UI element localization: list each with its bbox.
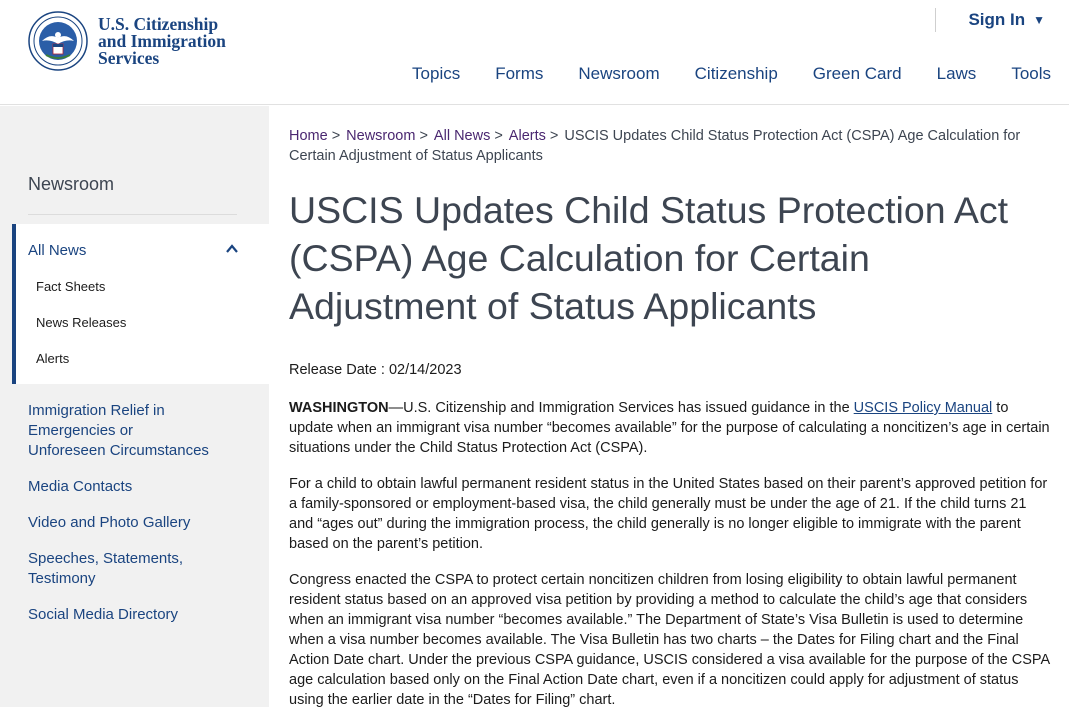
page-title: USCIS Updates Child Status Protection Act (CSPA) Age Calculation for Certain Adjustment of Status Applicants [289, 189, 1009, 327]
nav-forms[interactable]: Forms [495, 64, 544, 83]
breadcrumb-all-news[interactable]: All News [433, 128, 491, 144]
release-date-value: 02/14/2023 [388, 362, 462, 378]
sign-in-label: Sign In [968, 10, 1026, 29]
paragraph-1-text-b: to update when an immigrant visa number “becomes available” for the purpose of calculating a noncitizen’s age in certain situations under the Child Status Protection Act (CSPA). [289, 400, 1050, 456]
nav-laws[interactable]: Laws [936, 64, 977, 83]
agency-line-3: Services [98, 48, 160, 68]
paragraph-1-text-a: —U.S. Citizenship and Immigration Services has issued guidance in the [388, 400, 854, 416]
release-date-label: Release Date : [289, 362, 385, 378]
breadcrumb-separator: > [494, 128, 503, 144]
breadcrumb-current: USCIS Updates Child Status Protection Act (CSPA) Age Calculation for Certain Adjustment of Status Applicants [289, 128, 1021, 164]
main-navigation [377, 64, 1051, 84]
sidebar-item-social-media-directory[interactable]: Social Media Directory [28, 606, 179, 623]
sidebar-item-fact-sheets[interactable]: Fact Sheets [36, 279, 106, 294]
agency-line-1: U.S. Citizenship [98, 14, 219, 34]
agency-line-2: and Immigration [98, 31, 226, 51]
sidebar-item-all-news[interactable]: All News [28, 242, 87, 259]
sidebar-divider [28, 214, 237, 215]
chevron-up-icon[interactable] [225, 242, 239, 256]
nav-citizenship[interactable]: Citizenship [694, 64, 778, 83]
dhs-seal-icon [28, 11, 88, 71]
sidebar [0, 106, 269, 707]
sidebar-item-media-contacts[interactable]: Media Contacts [28, 478, 133, 495]
sidebar-item-immigration-relief[interactable]: Immigration Relief in Emergencies or Unforeseen Circumstances [28, 402, 209, 459]
breadcrumb-separator: > [331, 128, 341, 144]
article-paragraph-2: For a child to obtain lawful permanent resident status in the United States based on their parent’s approved petition for a family-sponsored or employment-based visa, the child generally must be under the age of 21. If the child turns 21 and “ages out” during the immigration process, the child generally is no longer eligible to immigrate with the parent based on the parent’s petition. [289, 476, 1048, 552]
nav-newsroom[interactable]: Newsroom [578, 64, 660, 83]
uscis-logo[interactable] [28, 11, 226, 71]
nav-green-card[interactable]: Green Card [812, 64, 902, 83]
nav-tools[interactable]: Tools [1011, 64, 1051, 83]
caret-down-icon: ▼ [1033, 13, 1045, 27]
breadcrumb-home[interactable]: Home [289, 128, 328, 144]
breadcrumb [289, 126, 1054, 166]
sidebar-heading: Newsroom [28, 174, 115, 194]
breadcrumb-separator: > [419, 128, 428, 144]
article-paragraph-1 [289, 398, 1054, 458]
sidebar-active-group [12, 224, 269, 384]
dateline: WASHINGTON [289, 400, 389, 416]
breadcrumb-separator: > [549, 128, 559, 144]
release-date [289, 362, 462, 378]
breadcrumb-newsroom[interactable]: Newsroom [346, 128, 416, 144]
policy-manual-link[interactable]: USCIS Policy Manual [853, 400, 993, 416]
sign-in-button[interactable] [935, 8, 1045, 32]
agency-name [98, 16, 226, 67]
article-paragraph-3: Congress enacted the CSPA to protect certain noncitizen children from losing eligibility to obtain lawful permanent resident status based on an approved visa petition by providing a method to calculate the child’s age that considers when an immigrant visa number “becomes available.” The Department of State’s Visa Bulletin is used to determine when a visa number becomes available. The Visa Bulletin has two charts – the Dates for Filing chart and the Final Action Date chart. Under the previous CSPA guidance, USCIS considered a visa available for the purpose of the CSPA age calculation based only on the Final Action Date chart, even if a noncitizen could apply for adjustment of status using the earlier date in the “Dates for Filing” chart. [289, 572, 1050, 707]
site-header [0, 0, 1069, 105]
sidebar-item-news-releases[interactable]: News Releases [36, 315, 127, 330]
sidebar-item-speeches[interactable]: Speeches, Statements, Testimony [28, 550, 184, 587]
sidebar-item-video-photo-gallery[interactable]: Video and Photo Gallery [28, 514, 191, 531]
breadcrumb-alerts[interactable]: Alerts [508, 128, 546, 144]
nav-topics[interactable]: Topics [412, 64, 461, 83]
sidebar-item-alerts[interactable]: Alerts [36, 351, 70, 366]
